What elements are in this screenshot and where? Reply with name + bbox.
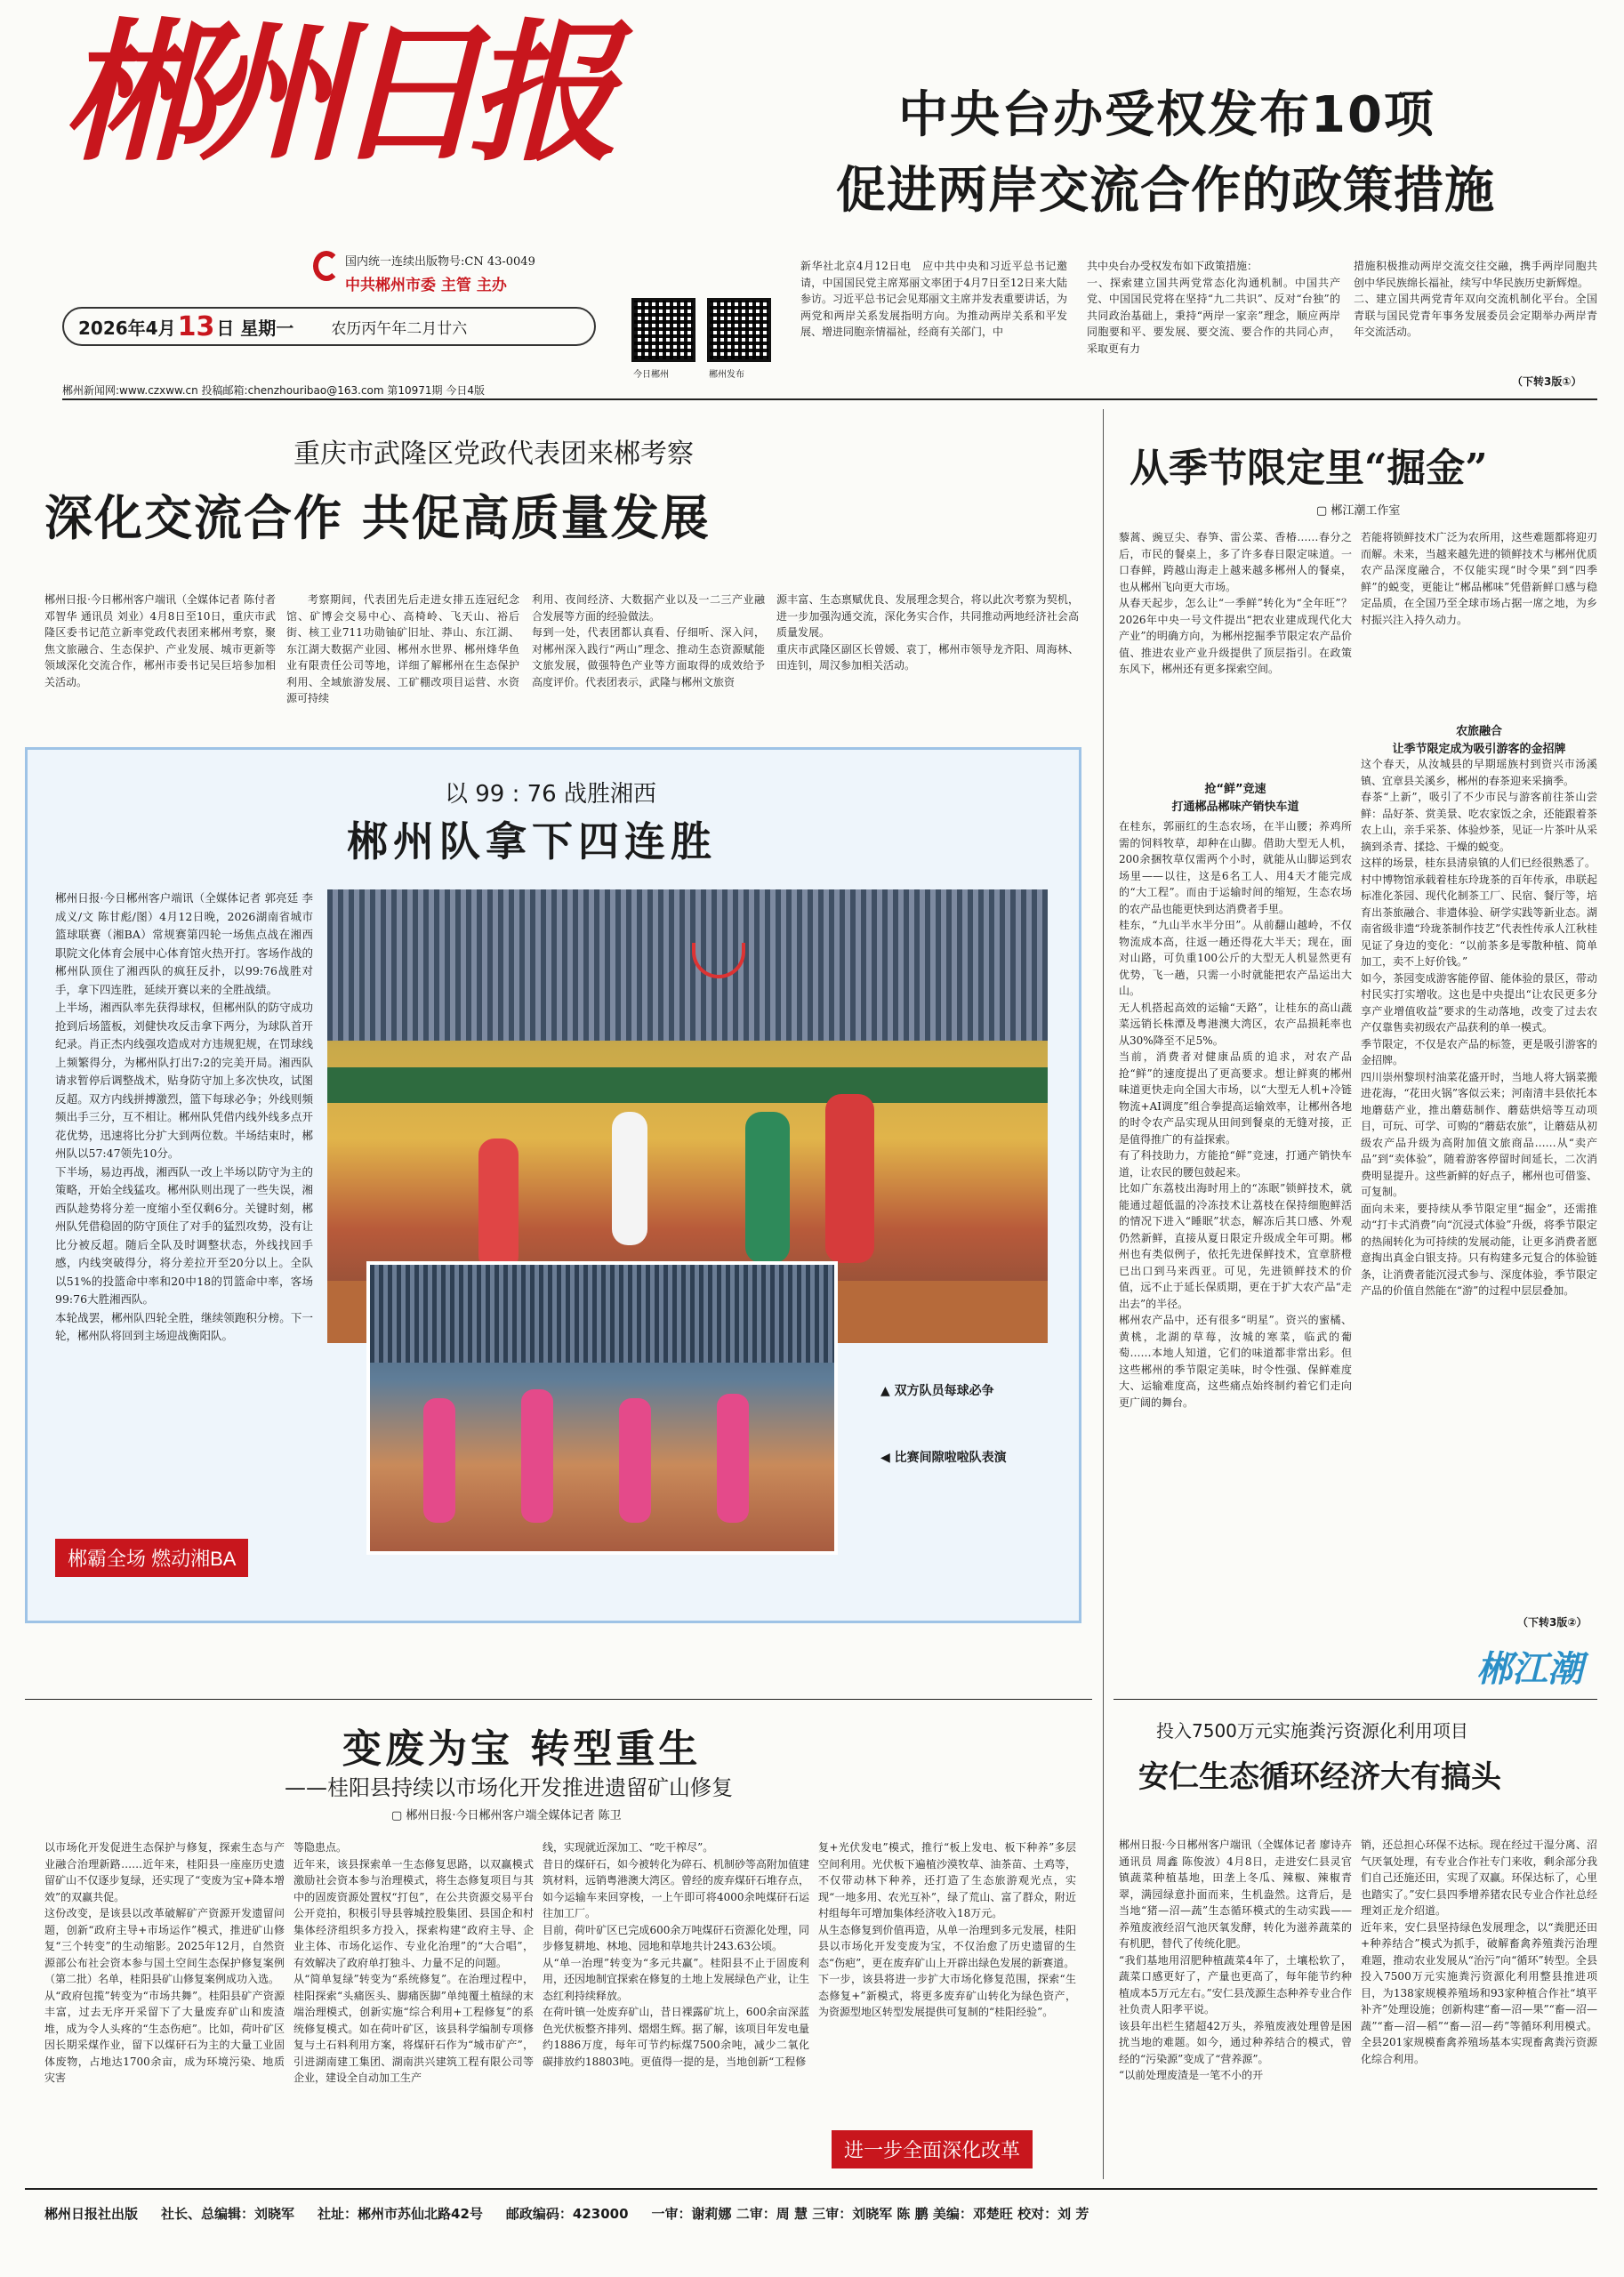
anren-kicker: 投入7500万元实施粪污资源化利用项目 (1156, 1720, 1468, 1742)
footer-publisher: 郴州日报社出版 (44, 2206, 139, 2222)
date-day: 13 (177, 310, 215, 342)
basketball-tag: 郴霸全场 燃动湘BA (55, 1539, 248, 1577)
newspaper-logo: 郴州日报 (62, 4, 604, 182)
season-col2b: 这个春天，从汝城县的早期瑶族村到资兴市汤溪镇、宜章县关溪乡，郴州的春茶迎来采摘季。 春茶“上新”，吸引了不少市民与游客前往茶山尝鲜：品好茶、赏美景、吃农家饭之余，还能跟着茶农上山，亲手采茶、体验炒茶，见证一片茶叶从采摘到杀青、揉捻、干燥的蜕变。 这样的场景，桂东县清泉镇的人们已经很熟悉了。 村中博物馆承载着桂东玲珑茶的百年传承，串联起标准化茶园、现代化制茶工厂、民宿、餐厅等，培育出茶旅融合、非遗体验、研学实践等新业态。湖南省级非遗“玲珑茶制作技艺”代表性传承人江秋桂见证了身边的变化：“以前茶多是零散种植、简单加工，卖不上好价钱。” 如今，茶园变成游客能停留、能体验的景区，带动村民实打实增收。这也是中央提出“让农民更多分享产业增值收益”要求的生动落地，改变了过去农产仅靠售卖初级农产品获利的单一模式。 季节限定，不仅是农产品的标签，更是吸引游客的金招牌。 四川崇州黎坝村油菜花盛开时，当地人将大锅菜搬进花海，“花田火锅”客似云来；河南清丰县依托本地蘑菇产业，推出蘑菇制作、蘑菇烘焙等互动项目，可玩、可学、可购的“蘑菇农旅”，让蘑菇从初级农产品升级为高附加值文旅商品……从“卖产品”到“卖体验”，随着游客停留时间延长，二次消费明显提升。这些新鲜的好点子，郴州也可借鉴、可复制。 面向未来，要持续从季节限定里“掘金”，还需推动“打卡式消费”向“沉浸式体验”升级，将季节限定的热闹转化为可持续的发展动能，让更多消费者愿意掏出真金白银支持。只有构建多元复合的体验链条，让消费者能沉浸式参与、深度体验，季节限定产品的价值自然能在“游”的过程中层层叠加。 (1361, 758, 1597, 1297)
chongqing-headline: 深化交流合作 共促高质量发展 (44, 490, 711, 546)
basketball-text: 郴州日报·今日郴州客户端讯（全媒体记者 郭亮廷 李成义/文 陈甘彪/图）4月12日晚，2026湖南省城市篮球联赛（湘BA）常规赛第四轮一场焦点战在湘西职院文化体育会展中心体育馆火热开打。客场作战的郴州队顶住了湘西队的疯狂反扑，以99:76战胜对手，拿下四连胜，延续开赛以来的全胜战绩。 上半场，湘西队率先获得球权，但郴州队的防守成功抢到后场篮板，刘健快攻反击拿下两分，为球队首开纪录。肖正杰内线强攻造成对方违规犯规，在罚球线上频繁得分，为郴州队打出7:2的完美开局。湘西队请求暂停后调整战术，贴身防守加上多次快攻，试图反超。双方内线拼搏激烈，篮下每球必争；外线则频频出手三分，互不相让。郴州队凭借内线外线多点开花优势，迅速将比分扩大到两位数。半场结束时，郴州队以57:47领先10分。 下半场，易边再战，湘西队一改上半场以防守为主的策略，开始全线猛攻。郴州队则出现了一些失误，湘西队趁势将分差一度缩小至仅剩6分。关键时刻，郴州队凭借稳固的防守顶住了对手的猛烈攻势，没有让比分被反超。随后全队及时调整状态，外线找回手感，内线突破得分，将分差拉开至20分以上。全队以51%的投篮命中率和20中18的罚篮命中率，客场99:76大胜湘西队。 本轮战罢，郴州队四轮全胜，继续领跑积分榜。下一轮，郴州队将回到主场迎战衡阳队。 (55, 891, 313, 1342)
footer-editors: 一审：谢莉娜 二审：周 慧 三审：刘晓军 陈 鹏 美编：邓楚旺 校对：刘 芳 (651, 2206, 1089, 2222)
sponsor: 中共郴州市委 主管 主办 (345, 277, 507, 294)
player-red (825, 1094, 874, 1263)
season-byline: ▢ 郴江潮工作室 (1316, 504, 1401, 518)
date-prefix: 2026年4月 (78, 317, 176, 339)
season-col2: 若能将锁鲜技术广泛为农所用，这些难题都将迎刃而解。未来，当越来越先进的锁鲜技术与郴州优质农产品深度融合，不仅能实现“时令果”到“四季鲜”的蜕变，更能让“郴品郴味”凭借新鲜口感与稳定品质，在全国乃至全球市场占据一席之地，为乡村振兴注入持久动力。 (1361, 531, 1597, 626)
date-bar (62, 307, 596, 346)
caption-1: ▲ 双方队员每球必争 (880, 1384, 994, 1398)
cn-number: 国内统一连续出版物号:CN 43-0049 (345, 255, 535, 269)
footer-bar (44, 2204, 1597, 2223)
anren-col2: 销，还总担心环保不达标。现在经过干湿分离、沼气厌氧处理，有专业合作社专门来收，剩余部分我们自己还施还田，实现了双赢。环保达标了，心里也踏实了。”安仁县四季增养猪农民专业合作社总经理刘正龙介绍道。 近年来，安仁县坚持绿色发展理念，以“粪肥还田+种养结合”模式为抓手，破解畜禽养殖粪污治理难题，推动农业发展从“治污”向“循环”转型。全县投入7500万元实施粪污资源化利用整县推进项目，为138家规模养殖场和93家种植合作社“填平补齐”处理设施；创新构建“畜—沼—果”“畜—沼—蔬”“畜—沼—稻”“畜—沼—药”等循环利用模式。全县201家规模畜禽养殖场基本实现畜禽粪污资源化综合利用。 (1361, 1838, 1597, 2065)
lead-col2: 共中央台办受权发布如下政策措施： 一、探索建立国共两党常态化沟通机制。中国共产党、中国国民党将在坚持“九二共识”、反对“台独”的共同政治基础上，秉持“两岸一家亲”理念，顺应两岸同胞要和平、要发展、要交流、要合作的共同心声，采取更有力 (1087, 260, 1340, 355)
guiyang-col1: 以市场化开发促进生态保护与修复，探索生态与产业融合治理新路……近年来，桂阳县一座座历史遗留矿山不仅逐步复绿，还实现了“变废为宝+降本增效”的双赢共促。 这份改变，是该县以改革破解矿产资源开发遗留问题，创新“政府主导+市场运作”模式，推进矿山修复“三个转变”的生动缩影。2025年12月，自然资源部公布社会资本参与国土空间生态保护修复案例（第二批）名单，桂阳县矿山修复案例成功入选。 从“政府包揽”转变为“市场共舞”。桂阳县矿产资源丰富，过去无序开采留下了大量废弃矿山和废渣堆，成为令人头疼的“生态伤疤”。比如，荷叶矿区因长期采煤作业，留下以煤矸石为主的大量工业固体废物，占地达1700余亩，成为环境污染、地质灾害 (44, 1841, 285, 2084)
masthead-divider (62, 398, 1597, 400)
basketball-kicker: 以 99 : 76 战胜湘西 (445, 781, 656, 808)
season-col1: 藜蒿、豌豆尖、春笋、雷公菜、香椿……春分之后，市民的餐桌上，多了许多春日限定味道。一口春鲜，跨越山海走上越来越多郴州人的餐桌，也从郴州飞向更大市场。 从春天起步，怎么让“一季鲜”转化为“全年旺”？2026年中央一号文件提出“把农业建成现代化大产业”的明确方向，为郴州挖掘季节限定农产品价值、推进农业产业升级提供了顶层指引。在政策东风下，郴州还有更多探索空间。 (1119, 531, 1352, 675)
guiyang-col3: 线，实现就近深加工、“吃干榨尽”。 昔日的煤矸石，如今被转化为碎石、机制砂等高附加值建筑材料，远销粤港澳大湾区。曾经的废弃煤矸石堆存点，如今运输车来回穿梭，一上午即可将4000余吨煤矸石运往加工厂。 目前，荷叶矿区已完成600余万吨煤矸石资源化处理，同步修复耕地、林地、园地和草地共计243.63公顷。 从“单一治理”转变为“多元共赢”。桂阳县不止于固废利用，还因地制宜探索在修复的土地上发展绿色产业，让生态红利持续释放。 在荷叶镇一处废弃矿山，昔日裸露矿坑上，600余亩深蓝色光伏板整齐排列、熠熠生辉。据了解，该项目年发电量约1886万度，每年可节约标煤7500余吨，减少二氧化碳排放约18803吨。更值得一提的是，当地创新“工程修 (543, 1841, 809, 2068)
basketball-headline: 郴州队拿下四连胜 (347, 817, 717, 865)
player-green (745, 1112, 790, 1263)
guiyang-col2: 等隐患点。 近年来，该县探索单一生态修复思路，以双赢模式激励社会资本参与治理模式，将生态修复项目与其中的固废资源处置权“打包”，在公共资源交易平台公开竞拍，积极引导县蓉城控股集团、县国企和村集体经济组织多方投入，探索构建“政府主导、企业主体、市场化运作、专业化治理”的“大合唱”，有效解决了政府单打独斗、力量不足的问题。 从“简单复绿”转变为“系统修复”。在治理过程中，桂阳探索“头痛医头、脚痛医脚”单纯覆土植绿的末端治理模式，创新实施“综合利用+工程修复”的系统修复模式。如在荷叶矿区，该县科学编制专项修复与土石料利用方案，将煤矸石作为“城市矿产”，引进湖南建工集团、湖南洪兴建筑工程有限公司等企业，建设全自动加工生产 (293, 1841, 534, 2084)
crowd-stands (327, 889, 1048, 1041)
dancer (619, 1398, 651, 1523)
season-sub1b: 打通郴品郴味产销快车道 (1171, 801, 1299, 814)
qr-code-icon (631, 298, 695, 362)
cheerleader-photo (366, 1261, 838, 1555)
player-red (478, 1138, 519, 1272)
crowd-stands (370, 1265, 838, 1363)
section-divider (25, 1699, 1092, 1700)
anren-col1: 郴州日报·今日郴州客户端讯（全媒体记者 廖诗卉 通讯员 周鑫 陈俊波）4月8日，走进安仁县灵官镇蔬菜种植基地，田垄上冬瓜、辣椒、辣椒青翠，满园绿意扑面而来，生机盎然。这背后，是当地“猪—沼—蔬”生态循环模式的生动实践——养殖废液经沼气池厌氧发酵，转化为滋养蔬菜的有机肥，替代了传统化肥。 “我们基地用沼肥种植蔬菜4年了，土壤松软了，蔬菜口感更好了，产量也更高了，每年能节约种植成本5万元左右。”安仁县茂源生态种养专业合作社负责人阳孝平说。 该县年出栏生猪超42万头，养殖废液处理曾是困扰当地的难题。如今，通过种养结合的模式，曾经的“污染源”变成了“营养源”。 “以前处理废渣是一笔不小的开 (1119, 1838, 1352, 2081)
masthead-footer: 郴州新闻网:www.czxww.cn 投稿邮箱:chenzhouribao@163.com 第10971期 今日4版 (62, 384, 486, 397)
chongqing-kicker: 重庆市武隆区党政代表团来郴考察 (293, 439, 694, 470)
season-sub1: 抢“鲜”竞速 (1204, 783, 1266, 796)
season-sub2: 农旅融合 (1455, 725, 1502, 738)
reform-tag: 进一步全面深化改革 (832, 2130, 1033, 2168)
lead-continue: （下转3版①） (1512, 375, 1582, 388)
dancer (521, 1389, 553, 1523)
dancer (423, 1398, 455, 1523)
dancer (717, 1394, 749, 1523)
guiyang-subhead: ——桂阳县持续以市场化开发推进遗留矿山修复 (285, 1775, 733, 1800)
footer-divider (25, 2188, 1597, 2190)
lunar-date: 农历丙午年二月廿六 (331, 319, 468, 338)
season-col1b: 在桂东，郭丽红的生态农场，在半山腰；养鸡所需的饲料牧草，却种在山脚。借助大型无人机，200余捆牧草仅需两个小时，就能从山脚运到农场里——以往，这是6名工人、用4天才能完成的“大工程”。而由于运输时间的缩短，生态农场的农产品也能更快到达消费者手里。 桂东，“九山半水半分田”。从前翻山越岭，不仅物流成本高，往返一趟还得花大半天；现在，面对山路，可负重100公斤的大型无人机显然更有优势，飞一趟，只需一小时就能把农产品运出大山。 无人机搭起高效的运输“天路”，让桂东的高山蔬菜远销长株潭及粤港澳大湾区，农产品损耗率也从30%降至不足5%。 当前，消费者对健康品质的追求，对农产品抢“鲜”的速度提出了更高要求。想让鲜爽的郴州味道更快走向全国大市场，以“大型无人机+冷链物流+AI调度”组合拳提高运输效率，让郴州各地的时令农产品实现从田间到餐桌的无缝对接，正是值得推广的有益探索。 有了科技助力，方能抢“鲜”竞速，打通产销快车道，让农民的腰包鼓起来。 比如广东荔枝出海时用上的“冻眠”锁鲜技术，就能通过超低温的冷冻技术让荔枝在保持细胞鲜活的情况下进入“睡眠”状态，解冻后其口感、外观仍然新鲜，直接从夏日限定升级成全年可期。郴州也有类似例子，依托先进保鲜技术，宜章脐橙已出口到马来西亚。可见，先进锁鲜技术的价值，远不止于延长保质期，更在于扩大农产品“走出去”的半径。 郴州农产品中，还有很多“明星”。资兴的蜜橘、黄桃，北湖的草莓，汝城的寒菜，临武的葡萄……本地人知道，它们的味道都非常出彩。但这些郴州的季节限定美味，时令性强、保鲜难度大、运输难度高，这些痛点始终制约着它们走向更广阔的舞台。 (1119, 820, 1352, 1409)
chongqing-col4: 源丰富、生态禀赋优良、发展理念契合，将以此次考察为契机，进一步加强沟通交流，深化务实合作，共同推动两地经济社会高质量发展。 重庆市武隆区副区长曾媛、袁丁，郴州市领导龙齐阳、周海林、田连钊，周汉参加相关活动。 (776, 593, 1079, 672)
caption-2: ◀ 比赛间隙啦啦队表演 (880, 1451, 1007, 1465)
qr1-label: 今日郴州 (633, 370, 669, 380)
logo-mark-icon (313, 251, 340, 281)
guiyang-byline: ▢ 郴州日报·今日郴州客户端全媒体记者 陈卫 (391, 1809, 622, 1822)
guiyang-col4: 复+光伏发电”模式，推行“板上发电、板下种养”多层空间利用。光伏板下遍植沙漠牧草、油茶苗、土鸡等，不仅带动林下种养，还打造了生态旅游观光点，实现“一地多用、农光互补”，绿了荒山、富了群众，附近村组每年可增加集体经济收入18万元。 从生态修复到价值再造，从单一治理到多元发展，桂阳县以市场化开发变废为宝，不仅治愈了历史遗留的生态“伤疤”，更在废弃矿山上开辟出绿色发展的新赛道。 下一步，该县将进一步扩大市场化修复范围，探索“生态修复+”新模式，将更多废弃矿山转化为绿色资产，为资源型地区转型发展提供可复制的“桂阳经验”。 (818, 1841, 1076, 2018)
lead-headline-1: 中央台办受权发布10项 (898, 86, 1435, 144)
date-suffix: 日 星期一 (216, 317, 294, 339)
footer-chief: 社长、总编辑：刘晓军 (161, 2206, 295, 2222)
chongqing-col1: 郴州日报·今日郴州客户端讯（全媒体记者 陈付者 邓智华 通讯员 刘业）4月8日至10日，重庆市武隆区委书记范立新率党政代表团来郴州考察，聚焦文旅融合、生态保护、产业发展、城市更新等领域深化交流合作，郴州市委书记吴巨培参加相关活动。 (44, 593, 276, 688)
lead-col3: 措施积极推动两岸交流交往交融，携手两岸同胞共创中华民族绵长福祉，续写中华民族历史新辉煌。 二、建立国共两党青年双向交流机制化平台。全国青联与国民党青年事务发展委员会定期举办两岸青年交流活动。 (1354, 260, 1597, 338)
column-divider (1103, 409, 1104, 2179)
lead-col1: 新华社北京4月12日电 应中共中央和习近平总书记邀请，中国国民党主席郑丽文率团于4月7日至12日来大陆参访。习近平总书记会见郑丽文主席并发表重要讲话，为两党和两岸关系发展指明方向。为推动两岸关系和平发展、增进同胞亲情福祉，经商有关部门，中 (800, 260, 1067, 338)
guiyang-headline: 变废为宝 转型重生 (342, 1726, 702, 1772)
section-divider (1113, 1699, 1597, 1700)
led-banner (327, 1067, 1048, 1103)
footer-postcode: 邮政编码：423000 (505, 2206, 629, 2222)
qr-code-icon (707, 298, 771, 362)
chongqing-col3: 利用、夜间经济、大数据产业以及一二三产业融合发展等方面的经验做法。 每到一处，代表团都认真看、仔细听、深入问，对郴州深入践行“两山”理念、推动生态资源赋能文旅发展，做强特色产业等方面取得的成效给予高度评价。代表团表示，武隆与郴州文旅资 (532, 593, 765, 688)
anren-headline: 安仁生态循环经济大有搞头 (1138, 1759, 1501, 1795)
season-headline: 从季节限定里“掘金” (1130, 446, 1488, 491)
chongqing-col2: 考察期间，代表团先后走进女排五连冠纪念馆、矿博会交易中心、高椅岭、飞天山、裕后街、核工业711功勋铀矿旧址、莽山、东江湖、东江湖大数据产业园、郴州水世界、郴州烽华鱼业有限责任公司等地，详细了解郴州在生态保护利用、全域旅游发展、工矿棚改项目运营、水资源可持续 (286, 593, 519, 704)
season-sub2b: 让季节限定成为吸引游客的金招牌 (1392, 743, 1566, 756)
lead-headline-2: 促进两岸交流合作的政策措施 (836, 162, 1495, 220)
season-continue: （下转3版②） (1517, 1616, 1588, 1629)
footer-address: 社址：郴州市苏仙北路42号 (318, 2206, 483, 2222)
qr2-label: 郴州发布 (709, 370, 744, 380)
brand-stamp: 郴江潮 (1476, 1649, 1583, 1690)
player-white (612, 1112, 647, 1245)
